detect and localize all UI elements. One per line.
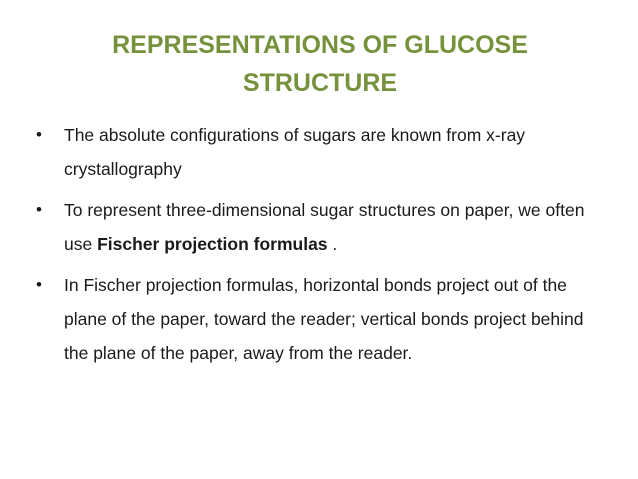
bullet-text-after: .: [327, 234, 338, 254]
bullet-dot-icon: •: [36, 275, 42, 294]
slide-title: [60, 26, 580, 102]
bullet-dot-icon: •: [36, 200, 42, 219]
bullet-text: The absolute configurations of sugars are known from x-ray crystallography: [64, 125, 526, 179]
slide-title-line-2: STRUCTURE: [242, 69, 398, 97]
bullet-text-before: To represent three-dimensional sugar structures on paper, we often use: [64, 200, 585, 254]
bullet-item-bond-directions: [36, 268, 596, 370]
bullet-item-xray: [36, 118, 596, 186]
slide-title-line-1: REPRESENTATIONS OF GLUCOSE: [112, 31, 528, 59]
bullet-dot-icon: •: [36, 125, 42, 144]
bullet-list: [36, 118, 596, 377]
bullet-item-fischer-usage: [36, 193, 596, 261]
fischer-projection-term: Fischer projection formulas: [97, 234, 328, 254]
bullet-text: In Fischer projection formulas, horizontal bonds project out of the plane of the paper, toward the reader; vertical bonds project behind the plane of the paper, away from the reader.: [64, 275, 584, 363]
